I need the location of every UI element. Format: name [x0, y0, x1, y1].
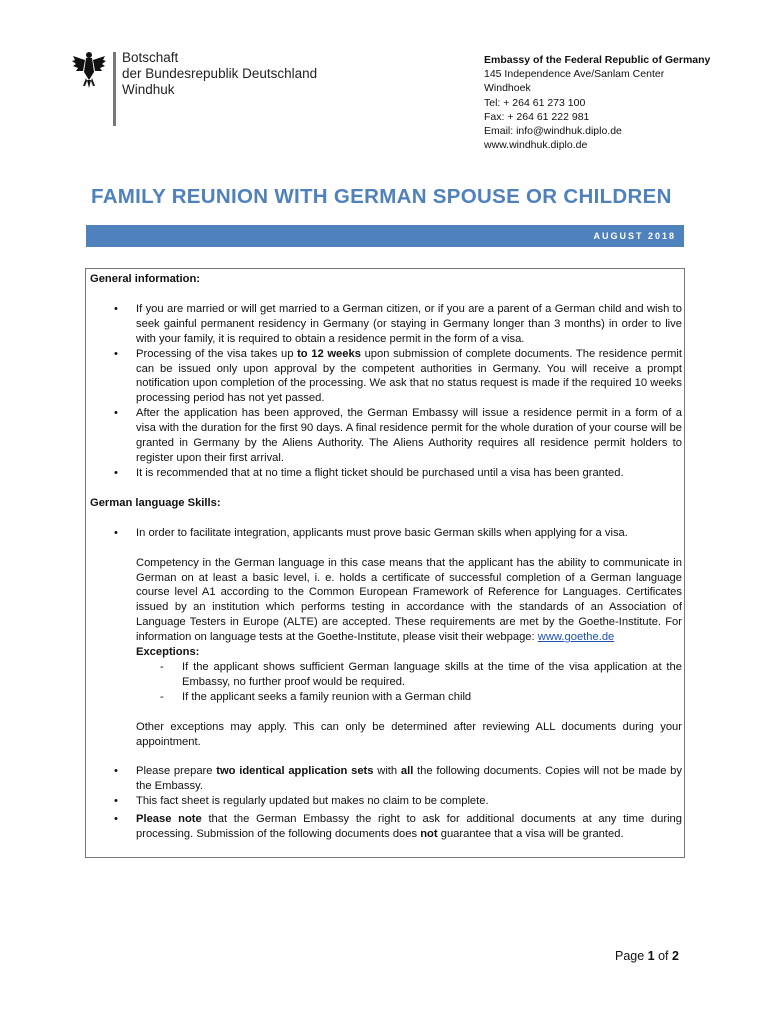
page-number	[615, 949, 679, 963]
item-bold: all	[400, 765, 414, 778]
language-heading: German language Skills:	[90, 496, 221, 509]
general-list	[90, 302, 682, 481]
page-total: 2	[672, 949, 679, 963]
item-text: If the applicant seeks a family reunion with a German child	[182, 690, 472, 703]
item-text: This fact sheet is regularly updated but makes no claim to be complete.	[136, 795, 489, 808]
item-text: After the application has been approved, the German Embassy will issue a residence permit in a form of a visa with the duration for the first 90 days. A final residence permit for the whole duration of your course will be granted in Germany by the Aliens Authority. The Aliens Authority requires all residence permit holders to register upon their first arrival.	[136, 407, 682, 464]
paragraph-text: Competency in the German language in this case means that the applicant has the ability to communicate in German on at least a basic level, i. e. holds a certificate of successful completion of a German language course level A1 according to the Common European Framework of Reference for Languages. Certificates issued by an institution which performs testing in accordance with the standards of an Association of Language Testers in Europe (ALTE) are accepted. These requirements are met by the Goethe-Institute. For information on language tests at the Goethe-Institute, please visit their webpage:	[136, 556, 682, 644]
logo-line: Botschaft	[122, 50, 179, 65]
item-text: In order to facilitate integration, applicants must prove basic German skills when applying for a visa.	[136, 526, 628, 539]
list-item	[90, 812, 682, 842]
list-item	[90, 466, 682, 481]
item-bold: not	[420, 828, 438, 841]
embassy-address	[484, 53, 710, 152]
language-list	[90, 526, 682, 541]
item-text: upon submission of complete documents. The residence permit can be issued only upon approval by the competent authorities in Germany. You will receive a prompt notification upon completion of the processing. We ask that no status request is made if the required 10 weeks processing period has not yet passed.	[136, 347, 683, 405]
address-email: Email: info@windhuk.diplo.de	[484, 125, 622, 138]
list-item	[90, 347, 682, 407]
address-city: Windhoek	[484, 82, 531, 95]
item-bold: two identical application sets	[216, 765, 374, 778]
other-exceptions-paragraph: Other exceptions may apply. This can only be determined after reviewing ALL documents during your appointment.	[136, 720, 682, 748]
address-web: www.windhuk.diplo.de	[484, 139, 588, 152]
list-item	[90, 794, 682, 809]
address-fax: Fax: + 264 61 222 981	[484, 110, 590, 123]
logo-line: der Bundesrepublik Deutschland	[122, 66, 318, 81]
item-text: that the German Embassy the right to ask for additional documents at any time during processing. Submission of the following documents does	[136, 813, 682, 841]
page-prefix: Page	[615, 949, 648, 963]
page-current: 1	[647, 949, 655, 963]
date-banner	[86, 225, 684, 247]
exceptions-label: Exceptions:	[136, 646, 200, 659]
item-text: Please prepare	[136, 765, 217, 778]
general-heading: General information:	[90, 273, 201, 285]
info-content	[90, 270, 682, 842]
competency-paragraph	[90, 556, 682, 645]
item-text: Processing of the visa takes up	[136, 347, 298, 360]
documents-list	[90, 764, 682, 842]
address-street: 145 Independence Ave/Sanlam Center	[484, 68, 665, 81]
list-item	[90, 764, 682, 794]
exception-item	[90, 660, 682, 690]
item-text: If you are married or will get married to a German citizen, or if you are a parent of a German child and wish to seek gainful permanent residency in Germany (or staying in Germany longer than 3 months) in order to live with your family, it is required to obtain a residence permit in the form of a visa.	[136, 302, 682, 345]
item-bold: to 12 weeks	[297, 347, 361, 360]
item-text: with	[373, 765, 401, 778]
list-item	[90, 406, 682, 466]
address-tel: Tel: + 264 61 273 100	[484, 96, 586, 109]
goethe-link[interactable]: www.goethe.de	[537, 631, 615, 644]
item-bold: Please note	[136, 813, 202, 826]
logo-divider	[113, 52, 116, 126]
document-title: FAMILY REUNION WITH GERMAN SPOUSE OR CHILDREN	[91, 185, 672, 208]
item-text: guarantee that a visa will be granted.	[437, 828, 624, 841]
embassy-name: Embassy of the Federal Republic of Germany	[484, 54, 711, 66]
page-of: of	[654, 949, 672, 963]
item-text: It is recommended that at no time a flight ticket should be purchased until a visa has been granted.	[136, 466, 624, 479]
list-item	[90, 526, 682, 541]
item-text: the following documents. Copies will not be made by the Embassy.	[136, 765, 682, 793]
logo-line: Windhuk	[122, 82, 175, 97]
list-item	[90, 302, 682, 347]
federal-eagle-icon	[72, 50, 106, 90]
logo-text	[122, 50, 317, 98]
exception-item	[90, 690, 682, 705]
date-label: AUGUST 2018	[593, 231, 676, 241]
item-text: If the applicant shows sufficient German language skills at the time of the visa application at the Embassy, no further proof would be required.	[182, 660, 682, 688]
